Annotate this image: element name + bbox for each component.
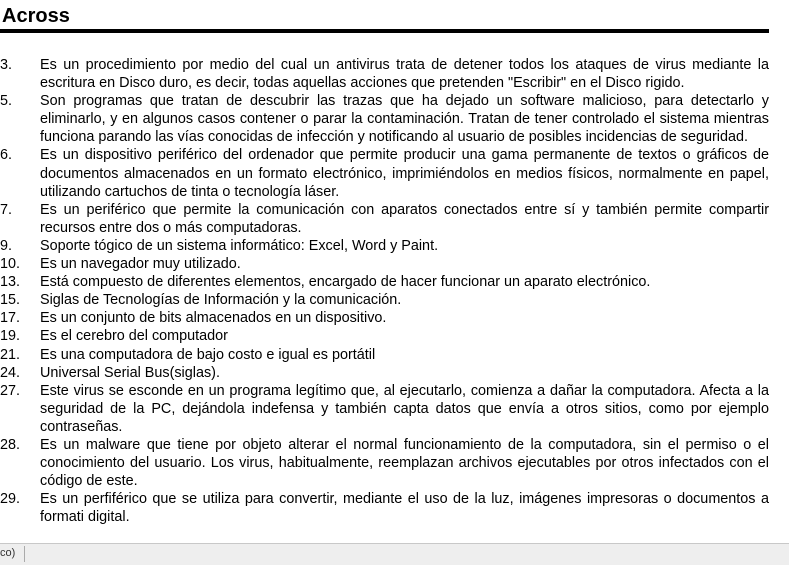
clue-text: Es un navegador muy utilizado. bbox=[40, 256, 241, 273]
status-bar-label: co) bbox=[0, 547, 16, 559]
clue-text: Universal Serial Bus(siglas). bbox=[40, 364, 220, 381]
clue-number: 24. bbox=[0, 364, 21, 381]
clue-item bbox=[0, 382, 769, 436]
clue-number: 15. bbox=[0, 292, 21, 309]
clue-number: 7. bbox=[0, 201, 13, 218]
clue-item bbox=[0, 490, 769, 526]
clue-text: Es un conjunto de bits almacenados en un dispositivo. bbox=[40, 310, 387, 327]
clue-item bbox=[0, 255, 769, 273]
clue-text: Siglas de Tecnologías de Información y la comunicación. bbox=[40, 292, 402, 309]
clue-item bbox=[0, 92, 769, 146]
clue-number: 13. bbox=[0, 274, 21, 291]
clue-number: 28. bbox=[0, 436, 21, 453]
clue-text: Soporte tógico de un sistema informático: Excel, Word y Paint. bbox=[40, 237, 439, 254]
clue-number: 5. bbox=[0, 93, 13, 110]
clue-number: 10. bbox=[0, 256, 21, 273]
clue-number: 21. bbox=[0, 346, 21, 363]
clue-number: 19. bbox=[0, 328, 21, 345]
status-bar bbox=[0, 543, 789, 565]
clue-number: 3. bbox=[0, 57, 13, 73]
clue-item bbox=[0, 201, 769, 237]
clue-number: 17. bbox=[0, 310, 21, 327]
clue-text: Es una computadora de bajo costo e igual es portátil bbox=[40, 346, 376, 363]
clue-item bbox=[0, 273, 769, 291]
clue-text: Es un malware que tiene por objeto alterar el normal funcionamiento de la computadora, sin el permiso o el conocimiento del usuario. Los virus, habitualmente, reemplazan archivos ejecutables por otros infectados con el código de este. bbox=[40, 436, 769, 490]
clue-item bbox=[0, 309, 769, 327]
clue-item bbox=[0, 327, 769, 345]
clue-list bbox=[0, 56, 769, 526]
clue-text: Es un dispositivo periférico del ordenador que permite producir una gama permanente de textos o gráficos de documentos almacenados en un formato electrónico, imprimiéndolos en medios físicos, normalmente en papel, utilizando cartuchos de tinta o tecnología láser. bbox=[40, 147, 769, 200]
clue-text: Está compuesto de diferentes elementos, encargado de hacer funcionar un aparato electrónico. bbox=[40, 274, 651, 291]
clue-item bbox=[0, 146, 769, 200]
heading-rule bbox=[0, 29, 769, 33]
clue-number: 29. bbox=[0, 491, 21, 508]
clue-text: Es el cerebro del computador bbox=[40, 328, 228, 345]
clue-item bbox=[0, 237, 769, 255]
status-bar-divider bbox=[24, 546, 25, 562]
section-heading: Across bbox=[2, 5, 70, 27]
clue-text: Es un perfiférico que se utiliza para convertir, mediante el uso de la luz, imágenes impresoras o documentos a formati digital. bbox=[40, 491, 769, 526]
clue-item bbox=[0, 56, 769, 92]
clue-number: 9. bbox=[0, 237, 13, 254]
clue-number: 6. bbox=[0, 147, 13, 164]
clue-text: Este virus se esconde en un programa legítimo que, al ejecutarlo, comienza a dañar la computadora. Afecta a la seguridad de la PC, dejándola indefensa y también capta datos que envía a otros sitios, como por ejemplo contraseñas. bbox=[40, 382, 769, 435]
clue-item bbox=[0, 346, 769, 364]
clue-text: Son programas que tratan de descubrir las trazas que ha dejado un software malicioso, para detectarlo y eliminarlo, y en algunos casos contener o parar la contaminación. Tratan de tener controlado el sistema mientras funciona parando las vías conocidas de infección y notificando al usuario de posibles incidencias de seguridad. bbox=[40, 93, 769, 146]
clue-text: Es un periférico que permite la comunicación con aparatos conectados entre sí y también permite compartir recursos entre dos o más computadoras. bbox=[40, 201, 769, 236]
clue-item bbox=[0, 436, 769, 490]
clue-item bbox=[0, 291, 769, 309]
clue-item bbox=[0, 364, 769, 382]
clue-number: 27. bbox=[0, 382, 21, 399]
clue-text: Es un procedimiento por medio del cual un antivirus trata de detener todos los ataques de virus mediante la escritura en Disco duro, es decir, todas aquellas acciones que pretenden "Escribir" en el Disco rigido. bbox=[40, 57, 769, 92]
